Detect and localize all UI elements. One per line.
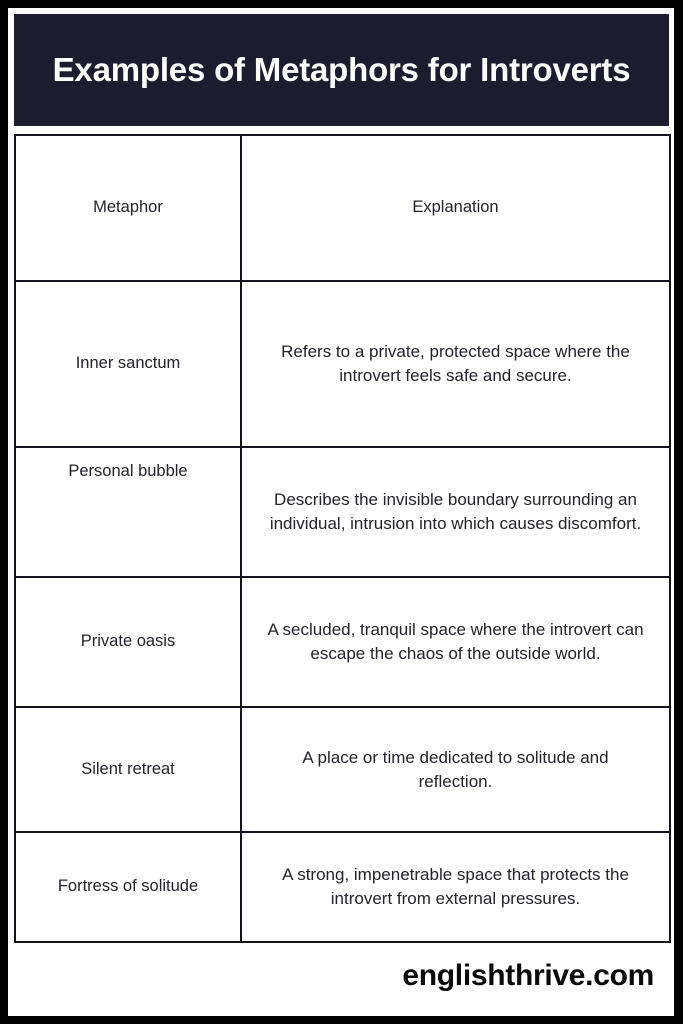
cell-explanation — [241, 447, 670, 577]
title-banner — [14, 14, 669, 126]
page-title: Examples of Metaphors for Introverts — [52, 51, 631, 89]
footer — [14, 948, 668, 1004]
cell-metaphor — [15, 707, 241, 832]
cell-metaphor — [15, 577, 241, 707]
explanation-text: Refers to a private, protected space where the introvert feels safe and secure. — [281, 342, 630, 385]
table-row — [15, 707, 670, 832]
cell-metaphor — [15, 281, 241, 447]
cell-explanation — [241, 281, 670, 447]
table-row — [15, 281, 670, 447]
table-body — [15, 281, 670, 942]
cell-explanation — [241, 577, 670, 707]
metaphor-label: Personal bubble — [68, 462, 188, 480]
explanation-text: Describes the invisible boundary surrounding an individual, intrusion into which causes discomfort. — [269, 490, 642, 533]
metaphor-label: Silent retreat — [81, 759, 175, 778]
table-header-row — [15, 135, 670, 281]
explanation-text: A secluded, tranquil space where the introvert can escape the chaos of the outside world. — [267, 620, 644, 663]
table-row — [15, 577, 670, 707]
explanation-text: A place or time dedicated to solitude and reflection. — [302, 747, 609, 791]
table-header — [15, 135, 670, 281]
explanation-text: A strong, impenetrable space that protects the introvert from external pressures. — [282, 865, 629, 908]
cell-metaphor — [15, 447, 241, 577]
metaphors-table — [14, 134, 671, 943]
cell-explanation — [241, 707, 670, 832]
metaphor-label: Private oasis — [80, 632, 176, 651]
column-header-metaphor: Metaphor — [15, 135, 241, 281]
metaphor-label: Inner sanctum — [75, 354, 181, 373]
poster-page — [8, 8, 674, 1016]
table-row — [15, 447, 670, 577]
brand-watermark: englishthrive.com — [402, 959, 654, 992]
cell-explanation — [241, 832, 670, 942]
column-header-explanation: Explanation — [241, 135, 670, 281]
metaphor-label: Fortress of solitude — [57, 877, 199, 896]
table-row — [15, 832, 670, 942]
cell-metaphor — [15, 832, 241, 942]
